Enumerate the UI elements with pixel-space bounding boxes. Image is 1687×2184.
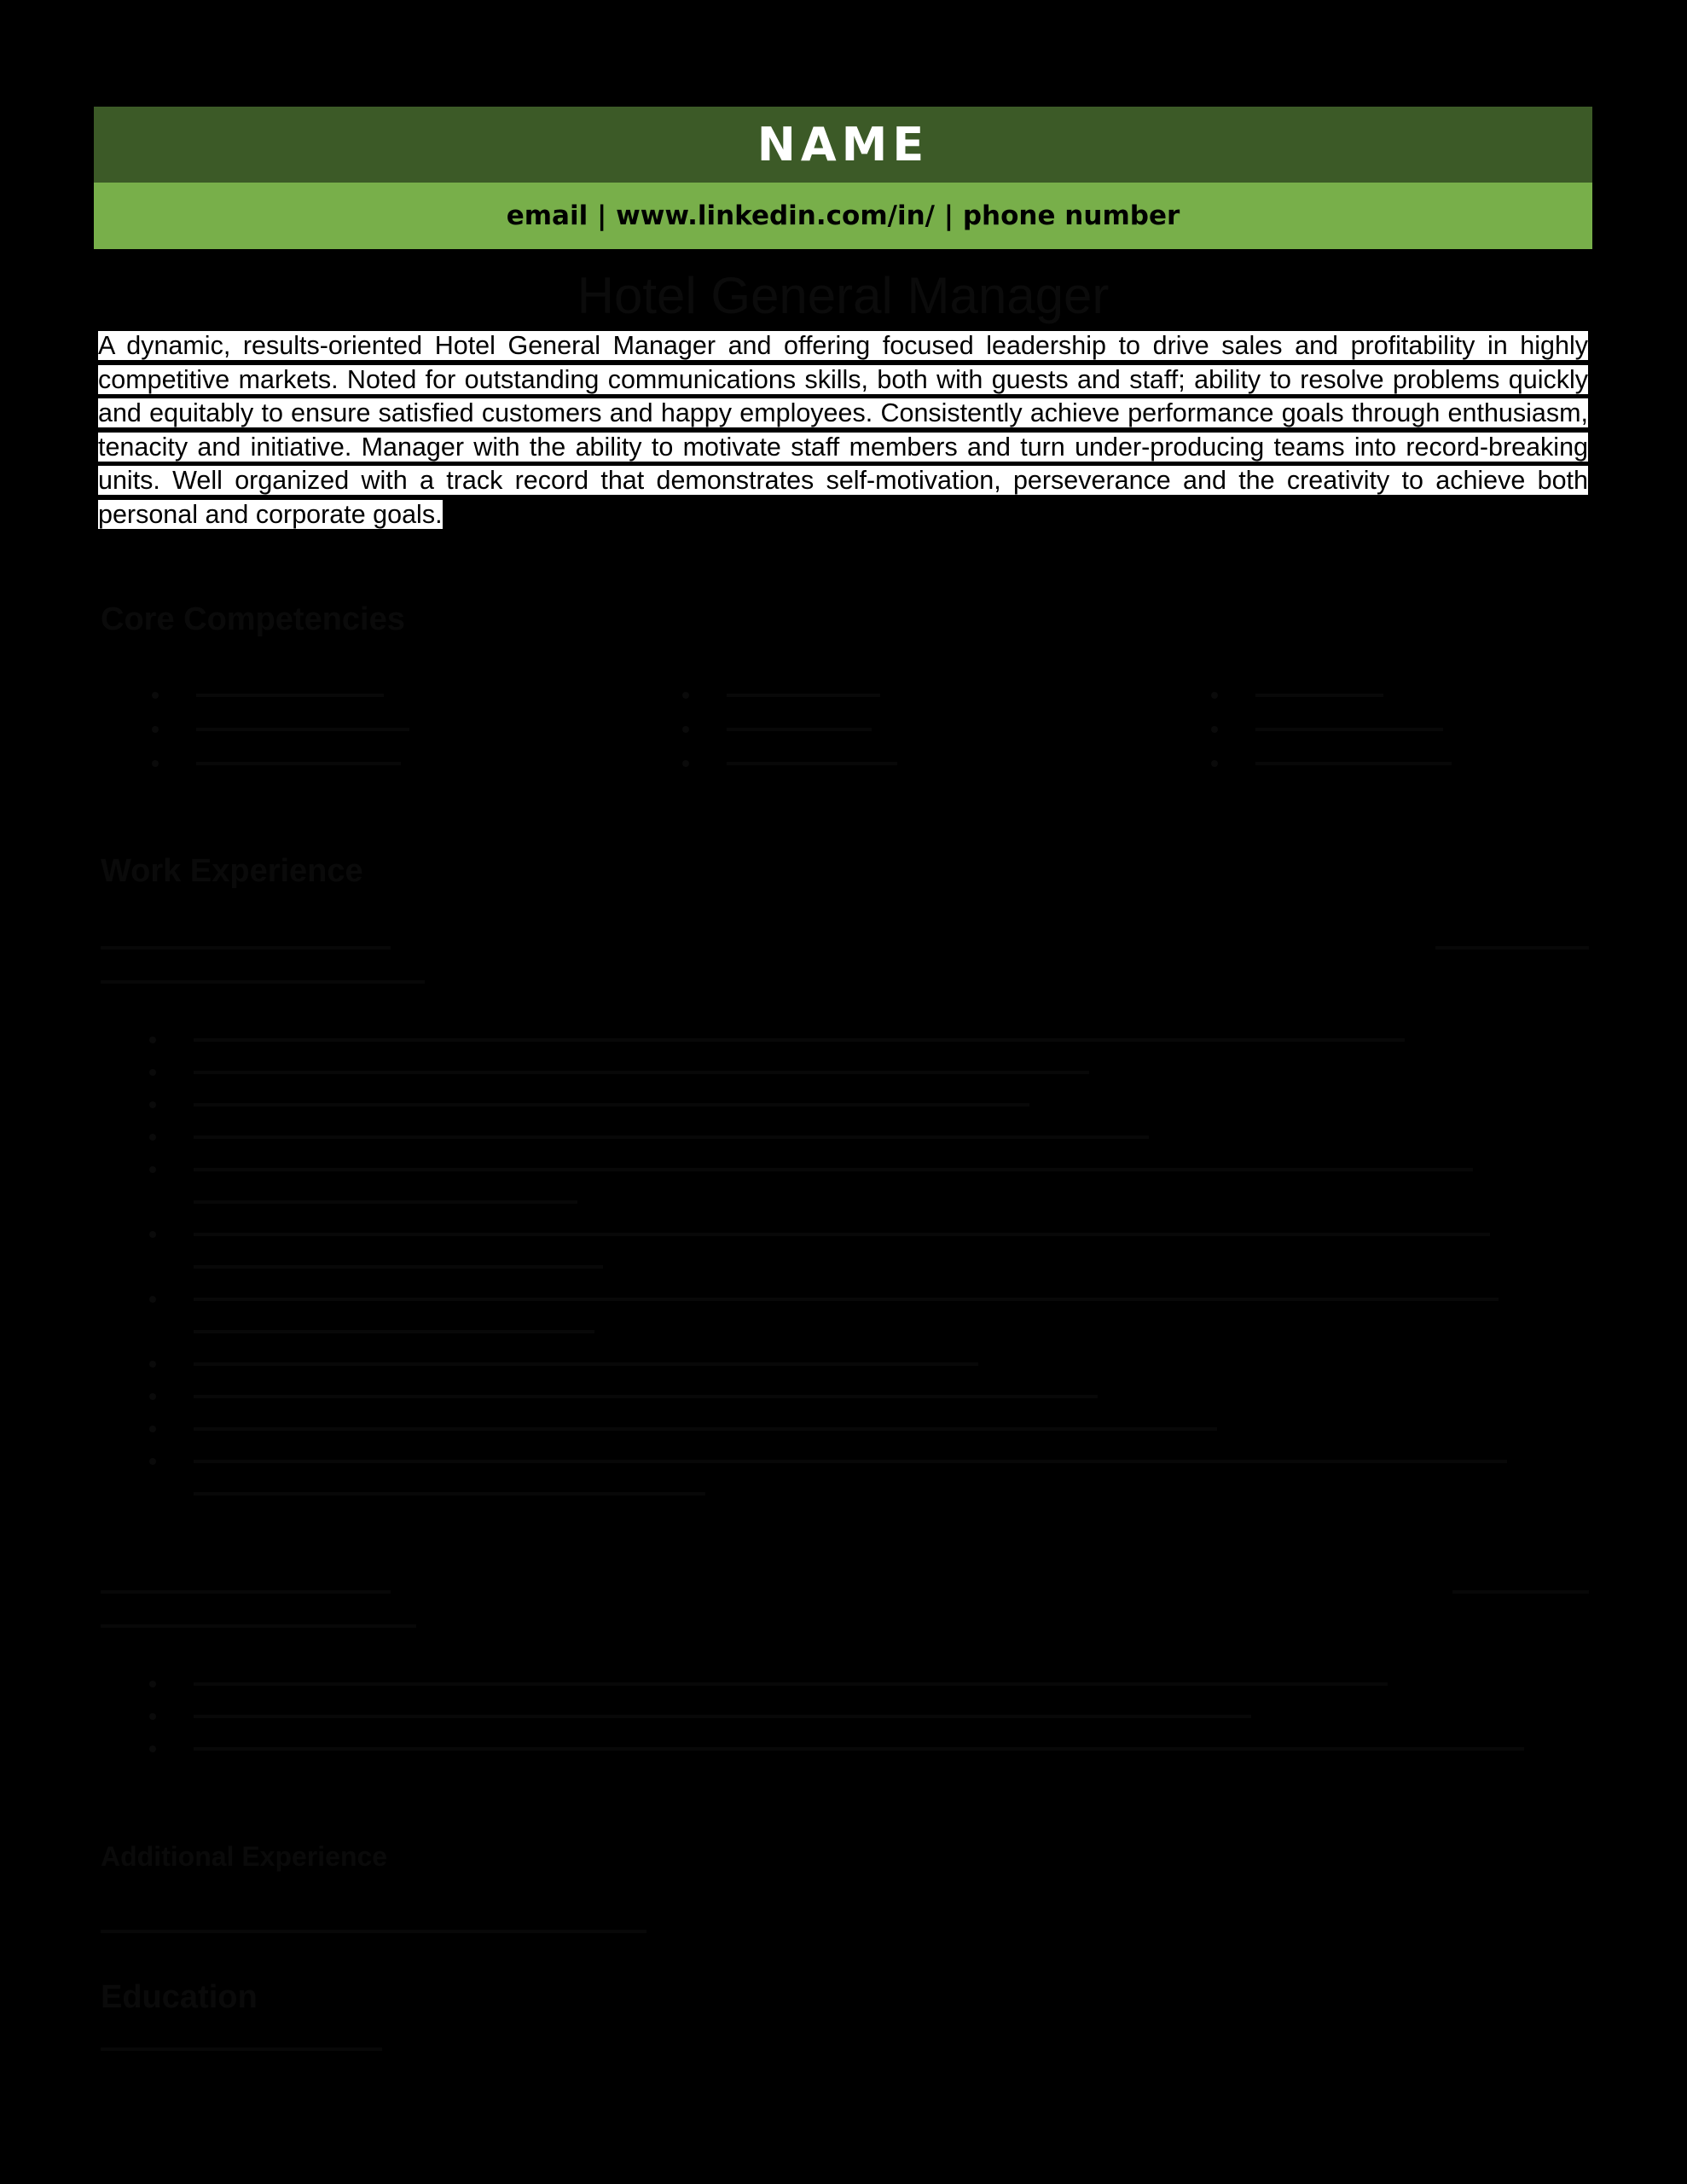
list-item bbox=[149, 1153, 1582, 1186]
bullet-icon bbox=[682, 760, 689, 767]
bullet-icon bbox=[149, 1426, 156, 1432]
bullet-icon bbox=[149, 1393, 156, 1400]
list-item bbox=[149, 1316, 1582, 1348]
bullet-icon bbox=[149, 1134, 156, 1141]
list-item bbox=[149, 1024, 1582, 1056]
list-item bbox=[149, 1089, 1582, 1121]
bullet-icon bbox=[152, 760, 159, 767]
bullet-icon bbox=[152, 692, 159, 699]
bullet-icon bbox=[149, 1231, 156, 1238]
list-item bbox=[149, 1251, 1582, 1283]
job-entry-2-bullets bbox=[149, 1668, 1582, 1765]
list-item bbox=[682, 678, 1160, 712]
bullet-icon bbox=[1211, 760, 1218, 767]
competency-column-2 bbox=[682, 678, 1160, 781]
core-competencies-heading: Core Competencies bbox=[101, 601, 405, 637]
work-experience-heading: Work Experience bbox=[101, 853, 363, 889]
job-title: Hotel General Manager bbox=[577, 267, 1110, 324]
job-entry-1-role bbox=[101, 967, 1589, 984]
list-item bbox=[1211, 746, 1687, 781]
bullet-icon bbox=[149, 1361, 156, 1368]
job-entry-2-role bbox=[101, 1611, 1589, 1628]
list-item bbox=[682, 746, 1160, 781]
list-item bbox=[149, 1413, 1582, 1445]
bullet-icon bbox=[682, 692, 689, 699]
bullet-icon bbox=[149, 1037, 156, 1043]
bullet-icon bbox=[1211, 692, 1218, 699]
bullet-icon bbox=[1211, 726, 1218, 733]
contact-bar bbox=[94, 183, 1592, 249]
list-item bbox=[149, 1445, 1582, 1478]
contact-info: email | www.linkedin.com/in/ | phone number bbox=[506, 200, 1180, 231]
list-item bbox=[149, 1056, 1582, 1089]
additional-experience-line bbox=[101, 1930, 646, 1933]
competency-column-1 bbox=[152, 678, 629, 781]
summary-text: A dynamic, results-oriented Hotel General Manager and offering focused leadership to drive sales and profitability in highly competitive markets. Noted for outstanding communications skills, both with guests and staff; ability to resolve problems quickly and equitably to ensure satisfied customers and happy employees. Consistently achieve performance goals through enthusiasm, tenacity and initiative. Manager with the ability to motivate staff members and turn under-producing teams into record-breaking units. Well organized with a track record that demonstrates self-motivation, perseverance and the creativity to achieve both personal and corporate goals. bbox=[98, 331, 1588, 529]
list-item bbox=[1211, 678, 1687, 712]
list-item bbox=[149, 1733, 1582, 1765]
education-line bbox=[101, 2048, 382, 2051]
list-item bbox=[149, 1668, 1582, 1700]
candidate-name: NAME bbox=[757, 118, 930, 171]
summary-paragraph bbox=[98, 329, 1588, 532]
bullet-icon bbox=[149, 1166, 156, 1173]
bullet-icon bbox=[152, 726, 159, 733]
list-item bbox=[1211, 712, 1687, 746]
list-item bbox=[682, 712, 1160, 746]
bullet-icon bbox=[149, 1745, 156, 1752]
list-item bbox=[152, 746, 629, 781]
education-heading: Education bbox=[101, 1979, 258, 2015]
bullet-icon bbox=[149, 1101, 156, 1108]
list-item bbox=[149, 1348, 1582, 1380]
job-entry-2-header bbox=[101, 1577, 1589, 1594]
bullet-icon bbox=[149, 1681, 156, 1687]
list-item bbox=[149, 1478, 1582, 1510]
competency-column-3 bbox=[1211, 678, 1687, 781]
bullet-icon bbox=[149, 1458, 156, 1465]
bullet-icon bbox=[149, 1296, 156, 1303]
list-item bbox=[149, 1186, 1582, 1218]
list-item bbox=[152, 678, 629, 712]
list-item bbox=[149, 1283, 1582, 1316]
name-header bbox=[94, 107, 1592, 183]
bullet-icon bbox=[149, 1069, 156, 1076]
job-entry-1-bullets bbox=[149, 1024, 1582, 1510]
additional-experience-heading: Additional Experience bbox=[101, 1841, 388, 1872]
bullet-icon bbox=[149, 1713, 156, 1720]
list-item bbox=[149, 1380, 1582, 1413]
list-item bbox=[152, 712, 629, 746]
list-item bbox=[149, 1218, 1582, 1251]
job-entry-1-header bbox=[101, 932, 1589, 950]
list-item bbox=[149, 1121, 1582, 1153]
list-item bbox=[149, 1700, 1582, 1733]
bullet-icon bbox=[682, 726, 689, 733]
